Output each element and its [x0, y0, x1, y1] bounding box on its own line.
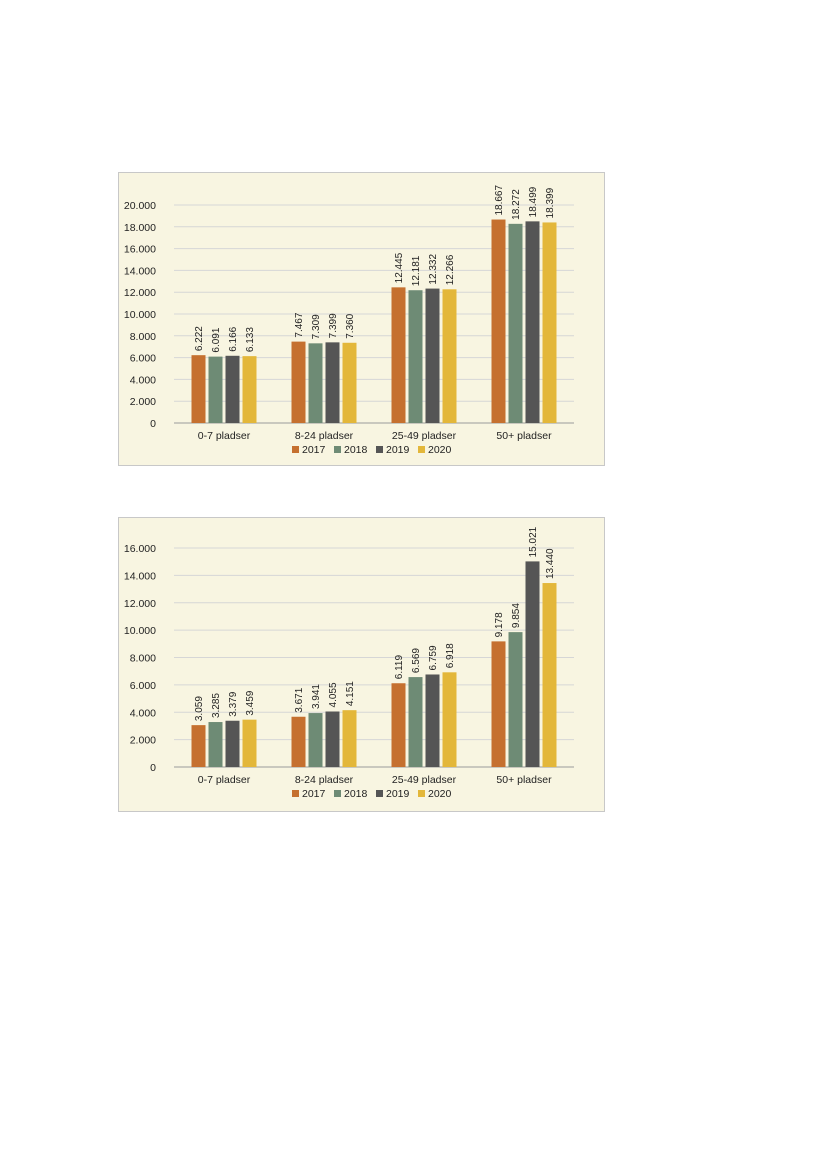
chart-2-legend-swatch-2018 [334, 790, 341, 797]
chart-1-data-label-2017-1: 7.467 [294, 312, 305, 338]
chart-2-data-label-2019-0: 3.379 [228, 691, 239, 717]
chart-1-ytick-label-1: 2.000 [129, 396, 156, 409]
chart-1-ytick-label-8: 16.000 [123, 243, 156, 256]
chart-2-category-label-0: 0-7 pladser [197, 774, 251, 786]
chart-1-data-label-2018-3: 18.272 [511, 189, 522, 220]
chart-1-bar-2020-2 [443, 289, 457, 423]
chart-1-legend-label-2020: 2020 [428, 444, 452, 456]
chart-1-data-label-2020-0: 6.133 [245, 327, 256, 353]
chart-1-legend-swatch-2018 [334, 446, 341, 453]
chart-2-bar-2020-1 [343, 710, 357, 767]
chart-2-category-label-1: 8-24 pladser [294, 774, 354, 786]
chart-1-ytick-label-5: 10.000 [123, 309, 156, 321]
chart-2-data-label-2018-3: 9.854 [511, 603, 522, 629]
chart-1-ytick-label-6: 12.000 [123, 287, 156, 300]
chart-2-ytick-label-2: 4.000 [129, 707, 156, 720]
chart-2-svg [119, 518, 606, 813]
chart-1-bar-2019-0 [226, 356, 240, 423]
chart-2-bar-2018-0 [209, 722, 223, 767]
chart-1-category-label-1: 8-24 pladser [294, 430, 354, 442]
chart-1-bar-2019-3 [526, 221, 540, 423]
chart-2-data-label-2020-0: 3.459 [245, 690, 256, 716]
chart-1-data-label-2018-0: 6.091 [211, 327, 222, 353]
chart-1-data-label-2019-1: 7.399 [328, 313, 339, 339]
chart-1-ytick-label-7: 14.000 [123, 265, 156, 278]
chart-2-bar-2017-3 [492, 641, 506, 767]
chart-1-data-label-2019-3: 18.499 [528, 186, 539, 218]
chart-1-bar-2017-2 [392, 287, 406, 423]
chart-2-legend-swatch-2020 [418, 790, 425, 797]
chart-1-category-label-0: 0-7 pladser [197, 430, 251, 442]
chart-2-data-label-2018-0: 3.285 [211, 693, 222, 719]
chart-1-data-label-2019-2: 12.332 [428, 253, 439, 285]
chart-2-bar-2017-1 [292, 717, 306, 767]
chart-2-data-label-2019-3: 15.021 [528, 526, 539, 558]
chart-2-data-label-2017-1: 3.671 [294, 687, 305, 713]
chart-1-category-label-3: 50+ pladser [496, 430, 552, 442]
chart-1-legend-label-2017: 2017 [302, 444, 326, 456]
chart-2-category-label-3: 50+ pladser [496, 774, 552, 786]
chart-1-bar-2018-2 [409, 290, 423, 423]
chart-2-bar-2020-2 [443, 672, 457, 767]
chart-1-bar-2020-0 [243, 356, 257, 423]
chart-1-ytick-label-9: 18.000 [123, 221, 156, 234]
chart-1-data-label-2017-0: 6.222 [194, 326, 205, 352]
chart-2-legend-label-2020: 2020 [428, 788, 452, 800]
chart-2-data-label-2017-0: 3.059 [194, 696, 205, 722]
chart-1-bar-2019-1 [326, 342, 340, 423]
chart-1-ytick-label-0: 0 [150, 418, 156, 430]
chart-2-bar-2019-3 [526, 561, 540, 767]
chart-2-data-label-2020-1: 4.151 [345, 681, 356, 707]
chart-1-legend-swatch-2019 [376, 446, 383, 453]
chart-1-ytick-label-4: 8.000 [129, 330, 156, 343]
chart-1-legend-swatch-2017 [292, 446, 299, 453]
chart-2-ytick-label-0: 0 [150, 762, 156, 774]
chart-1-bar-2018-1 [309, 343, 323, 423]
chart-1-legend-label-2019: 2019 [386, 444, 410, 456]
chart-1-legend-swatch-2020 [418, 446, 425, 453]
chart-1-ytick-label-3: 6.000 [129, 352, 156, 365]
chart-2-data-label-2017-3: 9.178 [494, 612, 505, 638]
chart-2-bar-2018-2 [409, 677, 423, 767]
chart-2 [118, 517, 605, 812]
chart-1-bar-2017-3 [492, 220, 506, 423]
chart-1-bar-2018-3 [509, 224, 523, 423]
chart-2-ytick-label-5: 10.000 [123, 625, 156, 638]
chart-1-svg [119, 173, 606, 467]
chart-2-legend-label-2017: 2017 [302, 788, 326, 800]
chart-2-legend-swatch-2017 [292, 790, 299, 797]
chart-2-legend-swatch-2019 [376, 790, 383, 797]
chart-1-ytick-label-2: 4.000 [129, 374, 156, 387]
chart-2-data-label-2019-1: 4.055 [328, 682, 339, 708]
chart-2-bar-2017-2 [392, 683, 406, 767]
chart-1-bar-2019-2 [426, 289, 440, 423]
chart-2-ytick-label-4: 8.000 [129, 652, 156, 665]
chart-1-data-label-2018-2: 12.181 [411, 255, 422, 287]
chart-1-data-label-2020-2: 12.266 [445, 254, 456, 286]
chart-2-bar-2020-0 [243, 720, 257, 767]
chart-1-data-label-2019-0: 6.166 [228, 326, 239, 352]
chart-2-bar-2017-0 [192, 725, 206, 767]
chart-1-bar-2018-0 [209, 357, 223, 423]
chart-2-legend-label-2018: 2018 [344, 788, 368, 800]
chart-2-bar-2019-1 [326, 711, 340, 767]
chart-2-data-label-2018-1: 3.941 [311, 684, 322, 710]
chart-2-bar-2018-1 [309, 713, 323, 767]
chart-2-ytick-label-3: 6.000 [129, 679, 156, 692]
chart-2-ytick-label-7: 14.000 [123, 570, 156, 583]
chart-2-data-label-2017-2: 6.119 [394, 654, 405, 680]
chart-2-legend-label-2019: 2019 [386, 788, 410, 800]
chart-2-data-label-2020-3: 13.440 [545, 548, 556, 580]
chart-2-category-label-2: 25-49 pladser [391, 774, 457, 786]
chart-1-category-label-2: 25-49 pladser [391, 430, 457, 442]
chart-2-ytick-label-6: 12.000 [123, 597, 156, 610]
chart-2-bar-2019-0 [226, 721, 240, 767]
chart-1-data-label-2018-1: 7.309 [311, 314, 322, 340]
chart-2-data-label-2018-2: 6.569 [411, 648, 422, 674]
chart-1-data-label-2017-3: 18.667 [494, 184, 505, 216]
chart-1-data-label-2020-3: 18.399 [545, 187, 556, 219]
chart-2-ytick-label-8: 16.000 [123, 543, 156, 555]
chart-2-data-label-2020-2: 6.918 [445, 643, 456, 669]
chart-2-bar-2019-2 [426, 674, 440, 767]
chart-1-bar-2017-1 [292, 342, 306, 423]
chart-2-data-label-2019-2: 6.759 [428, 645, 439, 671]
chart-1 [118, 172, 605, 466]
chart-2-ytick-label-1: 2.000 [129, 734, 156, 747]
chart-1-ytick-label-10: 20.000 [123, 200, 156, 212]
chart-1-bar-2020-1 [343, 343, 357, 423]
chart-2-bar-2018-3 [509, 632, 523, 767]
chart-1-data-label-2017-2: 12.445 [394, 252, 405, 284]
chart-1-bar-2017-0 [192, 355, 206, 423]
chart-1-data-label-2020-1: 7.360 [345, 313, 356, 339]
chart-1-legend-label-2018: 2018 [344, 444, 368, 456]
chart-2-bar-2020-3 [543, 583, 557, 767]
chart-1-bar-2020-3 [543, 222, 557, 423]
